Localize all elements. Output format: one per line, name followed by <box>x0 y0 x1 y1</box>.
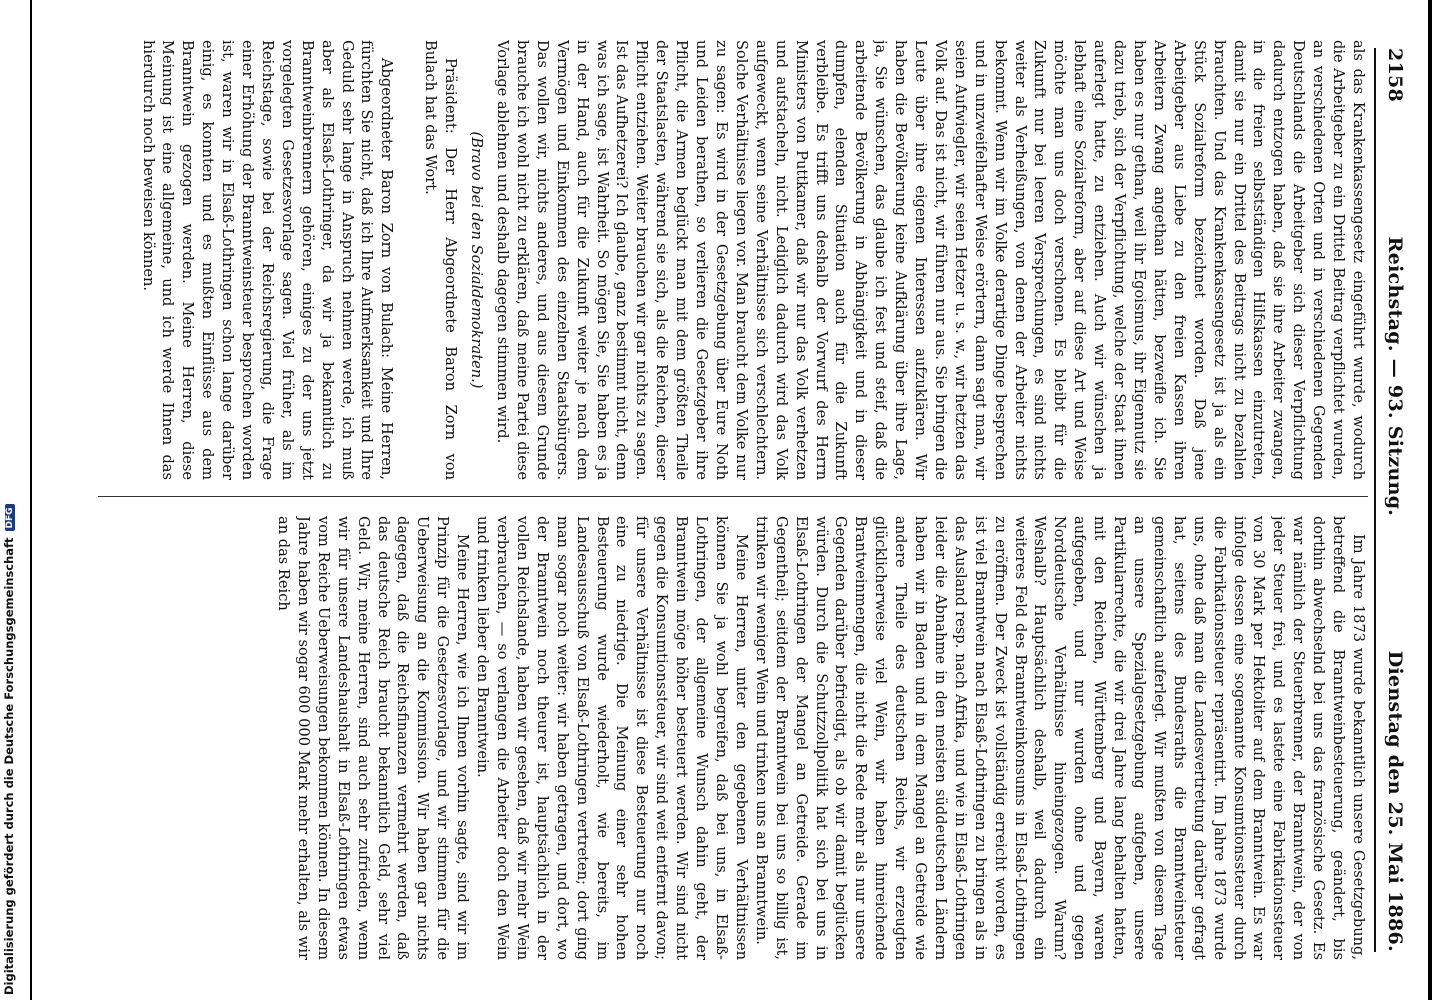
speech-zorn-von-bulach: Abgeordneter Baron Zorn von Bulach: Meine Herren, fürchten Sie nicht, daß ich Ihre Aufmerksamkeit und Ihre Geduld sehr lange in Anspruch nehmen werde, ich muß aber als Elsaß-Lothringer, da wir ja bekanntlich zu Branntweinbrennern gehören, einiges zu der uns jetzt vorgelegten Gesetzesvorlage sagen. Viel früher, als im Reichstage, sowie bei der Reichsregierung, die Frage einer Erhöhung der Branntweinsteuer besprochen worden ist, waren wir in Elsaß-Lothringen schon lange darüber einig, es konnten und es mußten Einflüsse aus dem Branntwein gezogen werden. Meine Herren, diese Meinung ist eine allgemeine, und ich werde Ihnen das hierdurch noch beweisen können. <box>139 40 396 480</box>
newspaper-page <box>40 0 1420 1000</box>
scan-edge-left <box>30 0 32 1000</box>
right-paragraph-3: Meine Herren, wie ich Ihnen vorhin sagte, sind wir im Prinzip für die Gesetzesvorlage, und wir stimmen für die Ueberweisung an die Kommission. Wir haben gar nichts dagegen, daß die Reichsfinanzen vermehrt werden, daß das deutsche Reich braucht bekanntlich Geld, sehr viel Geld. Wir, meine Herren, sind auch sehr zufrieden, wenn wir für unsere Landeshaushalt in Elsaß-Lothringen etwas vom Reiche Ueberweisungen bekommen können. In diesem Jahre haben wir sogar 600 000 Mark mehr erhalten, als wir an das Reich <box>275 516 472 960</box>
dfg-logo: DFG <box>5 504 15 531</box>
page-header <box>1378 48 1412 952</box>
applause-note: (Bravo bei den Sozialdemokraten.) <box>468 131 486 389</box>
left-column <box>68 40 1368 480</box>
page-number: 2158 <box>1384 48 1406 103</box>
rotated-page <box>40 0 1420 1000</box>
right-column <box>68 516 1368 960</box>
right-paragraph-1: Im Jahre 1873 wurde bekanntlich unsere Gesetzgebung, betreffend die Branntweinbesteuerung, geändert, bis dorthin abwechselnd bei uns das französische Gesetz. Es war nämlich der Steuerbrenner, der Branntwein, der von jeder Steuer frei, und es lastete eine Fabrikationssteuer von 30 Mark per Hektoliter auf dem Branntwein. Es war infolge dessen eine sogenannte Konsumtionssteuer durch die Fabrikationssteuer repräsentirt. Im Jahre 1873 wurde uns, ohne daß man die Landesvertretung darüber gefragt hat, seitens des Bundesraths die Branntweinsteuer gemeinschaftlich auferlegt. Wir mußten von diesem Tage an unsere Spezialgesetzgebung aufgeben, unsere Partikularrechte, die wir drei Jahre lang behalten hatten, mit den Reichen, Württemberg und Bayern, waren aufgegeben, und nur wurden ohne und gegen Norddeutsche Verhältnisse hineingezogen. Warum? Weshalb? Hauptsächlich deshalb, weil dadurch ein weiteres Feld des Branntweinkonsums in Elsaß-Lothringen zu eröffnen. Der Zweck ist vollständig erreicht worden, es ist viel Branntwein nach Elsaß-Lothringen zu bringen als in das Ausland resp. nach Afrika, und wie in Elsaß-Lothringen leider die Abnahme in den meisten süddeutschen Ländern haben wir in Baden und in dem Mangel an Getreide wie andere Theile des deutschen Reichs, wir erzeugten glücklicherweise viel Wein, wir haben hinreichende Brantweinmengen, die nicht die Rede mehr als nur unsere Gegenden darüber befriedigt, als ob wir damit beglücken würden. Durch die Schutzzollpolitik hat sich bei uns in Elsaß-Lothringen der Mangel an Getreide. Gerade im Gegentheil; seitdem der Branntwein bei uns so billig ist, trinken wir weniger Wein und trinken uns an Branntwein. <box>752 516 1367 960</box>
dfg-caption-text: Digitalisierung gefördert durch die Deutsche Forschungsgemeinschaft <box>2 537 16 995</box>
digitization-strip <box>0 0 22 1000</box>
scan-edge-right <box>1428 0 1432 1000</box>
dfg-caption <box>2 504 16 995</box>
right-paragraph-2: Meine Herren, unter den gegebenen Verhältnissen können Sie ja wohl begreifen, daß bei uns, in Elsaß-Lothringen, der allgemeine Wunsch dahin geht, der Branntwein möge höher besteuert werden. Wir sind nicht gegen die Konsumtionssteuer, wir sind weit entfernt davon; für unsere Verhältnisse ist diese Besteuerung nur noch eine zu niedrige. Die Meinung einer sehr hohen Besteuerung wurde wiederholt, wie bereits, im Landesausschuß von Elsaß-Lothringen vertreten; dort ging man sogar noch weiter: wir haben getragen, und dort, wo der Branntwein noch theurer ist, hauptsächlich in der vollen Reichslande, haben wir gesehen, daß wir mehr Wein verbrauchen, — so verlangen die Arbeiter doch den Wein und trinken lieber den Branntwein. <box>474 516 750 960</box>
column-divider <box>98 496 1368 497</box>
header-rule <box>1374 48 1376 952</box>
page-title: Reichstag. — 93. Sitzung. <box>1384 236 1406 517</box>
page-date: Dienstag den 25. Mai 1886. <box>1384 650 1406 952</box>
president-statement: Präsident: Der Herr Abgeordnete Baron Zorn von Bulach hat das Wort. <box>422 40 460 480</box>
left-paragraph-1: als das Krankenkassengesetz eingeführt wurde, wodurch die Arbeitgeber zu ein Drittel Beitrag verpflichtet wurden, an verschiedenen Orten und in verschiedenen Gegenden Deutschlands die Arbeitgeber sich dieser Verpflichtung dadurch entzogen haben, daß sie ihre Arbeiter zwangen, in die freien selbstständigen Hilfskassen einzutreten, damit sie nur ein Drittel des Beitrags nicht zu bezahlen brauchten. Und das Krankenkassengesetz ist ja als ein Stück Sozialreform bezeichnet worden. Daß jene Arbeitgeber aus Liebe zu den freien Kassen ihren Arbeitern Zwang angethan hätten, bezweifle ich. Sie haben es nur gethan, weil ihr Egoismus, ihr Eigennutz sie dazu trieb, sich der Verpflichtung, welche der Staat ihnen auferlegt hatte, zu entziehen. Auch wir wünschen ja lebhaft eine Sozialreform, aber auf diese Art und Weise möchte man uns doch verschonen. Es bleibt für die Zukunft nur bei leeren Versprechungen, es sind nichts weiter als Verheißungen, von denen der Arbeiter nichts bekommt. Wenn wir im Volke derartige Dinge besprechen und in unzweifelhafter Weise erörtern, dann sagt man, wir seien Aufwiegler, wir seien Hetzer u. s. w., wir hetzten das Volk auf. Das ist nicht, wir führen nur aus. Sie bringen die Leute über ihre eigenen Interessen aufzuklären. Wir haben die Bevölkerung keine Aufklärung über ihre Lage, ja, Sie wünschen, das glaube ich fest und steif, daß die arbeitende Bevölkerung in Abhängigkeit und in dieser dumpfen, elenden Situation auch für die Zukunft verbleibe. Es trifft uns deshalb der Vorwurf des Herrn Ministers von Puttkamer, daß wir nur das Volk verhetzen und aufstacheln, nicht. Lediglich dadurch wird das Volk aufgeweckt, wenn seine Verhältnisse sich verschlechtern. Solche Verhältnisse liegen vor. Man braucht dem Volke nur zu sagen: Es wird in der Gesetzgebung über Eure Noth und Leiden berathen, so verlieren die Gesetzgeber ihre Pflicht, die Armen beglückt man mit dem größten Theile der Staatslasten, während sie sich, als die Reichen, dieser Pflicht entziehen. Weiter brauchen wir gar nichts zu sagen. Ist das Aufhetzerei? Ich glaube, ganz bestimmt nicht, denn was ich sage, ist Wahrheit. So mögen Sie, Sie haben es ja in der Hand, auch für die Zukunft weiter je nach dem Vermögen und Einkommen des einzelnen Staatsbürgers. Das wollen wir, nichts anderes, und aus diesem Grunde brauche ich wohl nicht zu erklären, daß meine Partei diese Vorlage ablehnen und deshalb dagegen stimmen wird. <box>494 40 1367 480</box>
